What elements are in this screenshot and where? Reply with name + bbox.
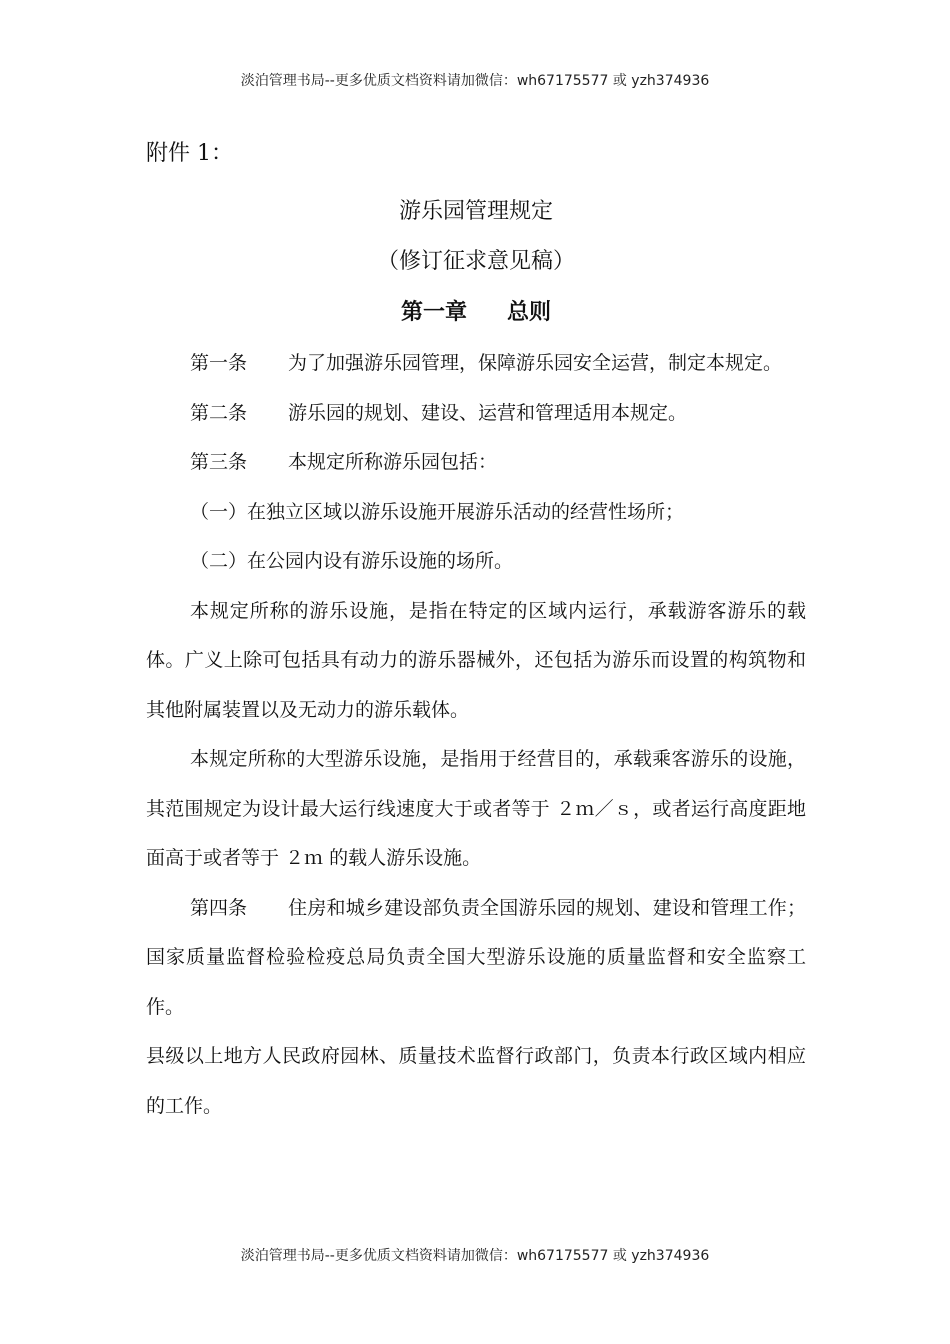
attachment-label: 附件 1：: [146, 141, 233, 166]
chapter-heading: [146, 287, 806, 339]
article-4: [146, 884, 806, 1033]
article-text: 本规定所称游乐园包括：: [288, 451, 498, 473]
article-label: 第二条: [190, 401, 248, 424]
article-text: 住房和城乡建设部负责全国游乐园的规划、建设和管理工作；国家质量监督检验检疫总局负责全国大型游乐设施的质量监督和安全监察工作。: [146, 896, 806, 1018]
article-label: 第三条: [190, 451, 248, 473]
article-1: [146, 339, 806, 389]
definition-paragraph: 本规定所称的大型游乐设施，是指用于经营目的，承载乘客游乐的设施，其范围规定为设计最大运行线速度大于或者等于 ２ｍ／ｓ，或者运行高度距地面高于或者等于 ２ｍ 的载人游乐设施。: [146, 748, 806, 869]
chapter-number: 第一章: [400, 300, 467, 325]
article-2: [146, 389, 806, 439]
closing-paragraph: 县级以上地方人民政府园林、质量技术监督行政部门，负责本行政区域内相应的工作。: [146, 1045, 806, 1117]
page-header: 淡泊管理书局--更多优质文档资料请加微信：wh67175577 或 yzh374936: [240, 73, 710, 89]
list-item: （一）在独立区域以游乐设施开展游乐活动的经营性场所；: [190, 500, 685, 523]
document-title: 游乐园管理规定: [398, 199, 553, 224]
list-item: （二）在公园内设有游乐设施的场所。: [190, 550, 514, 572]
definition-paragraph: 本规定所称的游乐设施，是指在特定的区域内运行，承载游客游乐的载体。广义上除可包括具有动力的游乐器械外，还包括为游乐而设置的构筑物和其他附属装置以及无动力的游乐载体。: [146, 599, 806, 721]
document-body: [146, 128, 806, 1131]
chapter-name: 总则: [507, 300, 552, 325]
article-label: 第一条: [190, 352, 248, 374]
article-3: [146, 438, 806, 488]
article-text: 为了加强游乐园管理，保障游乐园安全运营，制定本规定。: [288, 352, 783, 374]
document-subtitle: （修订征求意见稿）: [376, 249, 575, 274]
page-footer: 淡泊管理书局--更多优质文档资料请加微信：wh67175577 或 yzh374936: [240, 1248, 710, 1264]
article-label: 第四条: [190, 896, 248, 919]
article-text: 游乐园的规划、建设、运营和管理适用本规定。: [288, 401, 688, 424]
